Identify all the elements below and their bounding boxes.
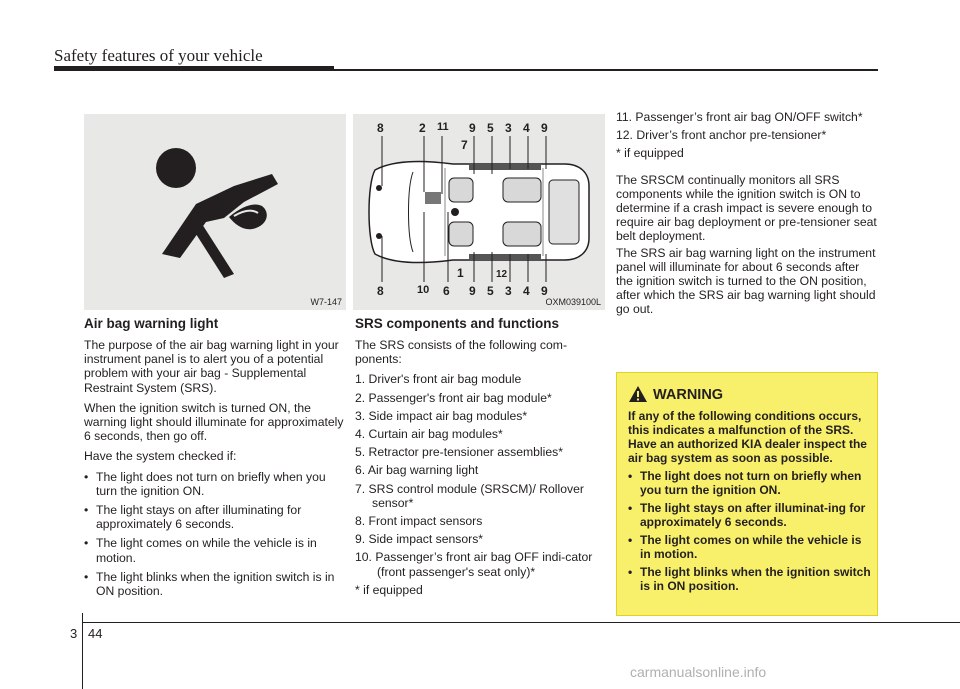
paragraph: The purpose of the air bag warning light in your instrument panel is to alert you of a potential problem with your air bag - Supplemental Restraint System (SRS).: [84, 338, 339, 395]
page-number: 44: [88, 626, 103, 641]
list-item: • The light stays on after illuminat-ing for approximately 6 seconds.: [628, 501, 866, 529]
list-item: 10. Passenger’s front air bag OFF indi-cator (front passenger's seat only)*: [355, 550, 593, 579]
airbag-warning-figure: [84, 114, 346, 310]
list-item: 9. Side impact sensors*: [355, 532, 484, 547]
list-item: 4. Curtain air bag modules*: [355, 427, 503, 442]
footnote: * if equipped: [616, 146, 684, 161]
srs-components-figure: [353, 114, 605, 310]
component-list: [355, 372, 605, 578]
list-item: 6. Air bag warning light: [355, 463, 479, 478]
label-9-top: 9: [469, 121, 476, 135]
paragraph: The SRSCM continually monitors all SRS components while the ignition switch is ON to determine if a crash impact is severe enough to require air bag deployment or pre-tensioner seat belt deployment.: [616, 172, 877, 244]
list-item: • The light blinks when the ignition switch is in ON position.: [628, 565, 871, 593]
list-item: • The light does not turn on briefly when you turn the ignition ON.: [628, 469, 862, 497]
label-4-bottom: 4: [523, 284, 530, 298]
warning-intro: If any of the following conditions occurs, this indicates a malfunction of the SRS. Have an authorized KIA dealer inspect the air bag system as soon as possible.: [628, 409, 867, 465]
label-9-bottom: 9: [469, 284, 476, 298]
list-item: 11. Passenger’s front air bag ON/OFF switch*: [616, 110, 863, 124]
component-list-continued: [616, 110, 878, 142]
list-item: 8. Front impact sensors: [355, 514, 483, 529]
label-5-top: 5: [487, 121, 494, 135]
section-heading: SRS components and functions: [355, 316, 560, 331]
footnote: * if equipped: [355, 582, 423, 597]
label-1: 1: [457, 266, 464, 280]
chapter-number: 3: [70, 626, 78, 641]
list-item: 12. Driver’s front anchor pre-tensioner*: [616, 128, 827, 143]
section-heading: Air bag warning light: [84, 316, 219, 331]
check-list: [84, 470, 346, 599]
paragraph: The SRS consists of the following com-ponents:: [355, 338, 568, 367]
list-item: 7. SRS control module (SRSCM)/ Rollover sensor*: [355, 481, 584, 510]
watermark: carmanualsonline.info: [630, 664, 767, 680]
footer-divider-vertical: [82, 613, 83, 689]
warning-title: WARNING: [653, 387, 724, 403]
list-item: 5. Retractor pre-tensioner assemblies*: [355, 445, 563, 460]
label-11: 11: [437, 121, 449, 133]
label-3-bottom: 3: [505, 284, 512, 298]
list-item: 2. Passenger's front air bag module*: [355, 390, 552, 405]
label-8-top: 8: [377, 121, 384, 135]
right-column: [616, 110, 878, 323]
list-item: 1. Driver's front air bag module: [355, 372, 522, 387]
list-item: • The light blinks when the ignition switch is in ON position.: [84, 569, 335, 599]
label-6: 6: [443, 284, 450, 298]
warning-box: [616, 372, 878, 616]
list-item: 3. Side impact air bag modules*: [355, 408, 528, 423]
paragraph: When the ignition switch is turned ON, the warning light should illuminate for approximately 6 seconds, then go off.: [84, 400, 344, 444]
label-12: 12: [496, 269, 508, 280]
label-9-bottom-right: 9: [541, 284, 548, 298]
paragraph: The SRS air bag warning light on the instrument panel will illuminate for about 6 seconds after the ignition switch is turned to the ON position, after which the SRS air bag warning light should go out.: [616, 245, 876, 317]
figure-caption: W7-147: [310, 297, 342, 307]
car-top-view-diagram: [353, 114, 605, 310]
label-4-top: 4: [523, 121, 530, 135]
label-10: 10: [417, 284, 430, 296]
middle-column: [355, 316, 605, 603]
left-column: [84, 316, 346, 603]
warning-triangle-icon: [628, 385, 648, 403]
list-item: • The light does not turn on briefly when you turn the ignition ON.: [84, 469, 326, 498]
list-item: • The light comes on while the vehicle is in motion.: [628, 533, 862, 561]
label-8-bottom: 8: [377, 284, 384, 298]
header-rule: [54, 69, 878, 71]
label-2: 2: [419, 121, 426, 135]
airbag-person-icon: [84, 114, 346, 310]
warning-list: [628, 469, 872, 593]
label-7: 7: [461, 138, 468, 152]
label-5-bottom: 5: [487, 284, 494, 298]
footer-divider-horizontal: [82, 622, 960, 623]
label-3-top: 3: [505, 121, 512, 135]
figure-caption: OXM039100L: [545, 297, 601, 307]
list-item: • The light comes on while the vehicle is in motion.: [84, 536, 317, 565]
section-title: Safety features of your vehicle: [54, 46, 263, 65]
paragraph: Have the system checked if:: [84, 449, 237, 464]
list-item: • The light stays on after illuminating for approximately 6 seconds.: [84, 503, 302, 532]
label-9-top-right: 9: [541, 121, 548, 135]
